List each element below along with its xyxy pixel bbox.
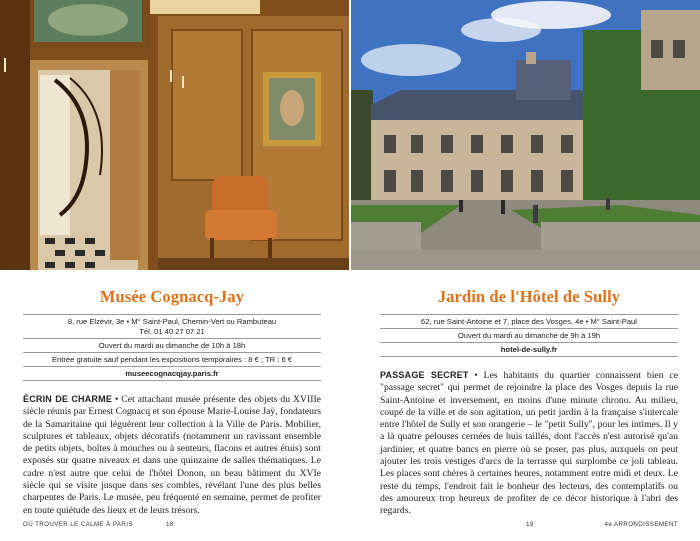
venue-info-box: [23, 314, 321, 381]
venue-website-link[interactable]: hotel-de-sully.fr: [380, 343, 678, 357]
venue-description: [380, 369, 678, 518]
venue-website-link[interactable]: museecognacqjay.paris.fr: [23, 367, 321, 381]
page-number-left: 18: [166, 521, 174, 528]
photo-musee-cognacq-jay: [0, 0, 349, 270]
venue-info-box: [380, 314, 678, 357]
description-text: • Les habitants du quartier connaissent bien ce "passage secret" qui permet de rejoindre la place des Vosges depuis la rue Saint-Antoine et inversement, en moins d'une minute chrono. Au milieu, coupé de la ville et de son agitation, un petit jardin à la française s'intercale entre l'hôtel de Sully et son orangerie – le "petit Sully", pour les intimes. Il y a là quatre pelouses cernées de buis taillés, dont l'accès n'est autorisé qu'au jardinier, et quatre bancs en pierre où se poser, pas plus, auxquels on peut ajouter les trois vestiges d'arcs de la terrasse qui surplombe ce joli tableau. Les places sont chères à certaines heures, notamment entre midi et deux. Le reste du temps, l'endroit fait le bonheur des lecteurs, des contemplatifs ou des amoureux trop heureux de profiter de ce décor historique à l'abri des regards.: [380, 370, 678, 517]
page-number-right: 19: [526, 521, 534, 528]
venue-info-address: 62, rue Saint-Antoine et 7, place des Vosges, 4e • M° Saint-Paul: [380, 315, 678, 329]
description-lead: PASSAGE SECRET: [380, 370, 469, 380]
venue-description: [23, 393, 321, 517]
venue-title: Musée Cognacq-Jay: [99, 287, 245, 306]
photo-jardin-hotel-de-sully: [351, 0, 700, 270]
running-footer-section: 4e ARRONDISSEMENT: [604, 521, 678, 528]
running-footer-book-title: OÙ TROUVER LE CALME À PARIS: [23, 521, 133, 528]
address-line: 8, rue Elzévir, 3e • M° Saint-Paul, Chemin-Vert ou Rambuteau: [67, 316, 277, 326]
venue-info-address: [23, 315, 321, 339]
venue-info-price: Entrée gratuite sauf pendant les expositions temporaires : 8 € ; TR : 6 €: [23, 353, 321, 367]
description-text: • Cet attachant musée présente des objets du XVIIIe siècle réunis par Ernest Cognacq et son épouse Marie-Louise Jaÿ, fondateurs de la Samaritaine qui léguèrent leur collection à la Ville de Paris. Mobilier, sculptures et tableaux, objets décoratifs (notamment un ravissant ensemble de petits objets, boîtes à mouches ou à senteurs, flacons et autres étuis) sont exposés sur quatre niveaux et dans une quinzaine de salles thématiques. Le cadre n'est autre que celui de l'hôtel Donon, un beau bâtiment du XVIe siècle qui se visite jusque dans ses combles, révélant l'une des plus belles charpentes de Paris. Le musée, peu fréquenté en semaine, permet de profiter en toute quiétude des lieux et de leurs trésors.: [23, 394, 321, 516]
venue-title: Jardin de l'Hôtel de Sully: [437, 287, 621, 306]
entry-musee-cognacq-jay: [23, 282, 321, 517]
venue-info-hours: Ouvert du mardi au dimanche de 9h à 19h: [380, 329, 678, 343]
description-lead: ÉCRIN DE CHARME: [23, 394, 113, 404]
phone-line: Tél. 01 40 27 07 21: [139, 326, 205, 336]
venue-info-hours: Ouvert du mardi au dimanche de 10h à 18h: [23, 339, 321, 353]
entry-jardin-hotel-de-sully: [380, 282, 678, 518]
